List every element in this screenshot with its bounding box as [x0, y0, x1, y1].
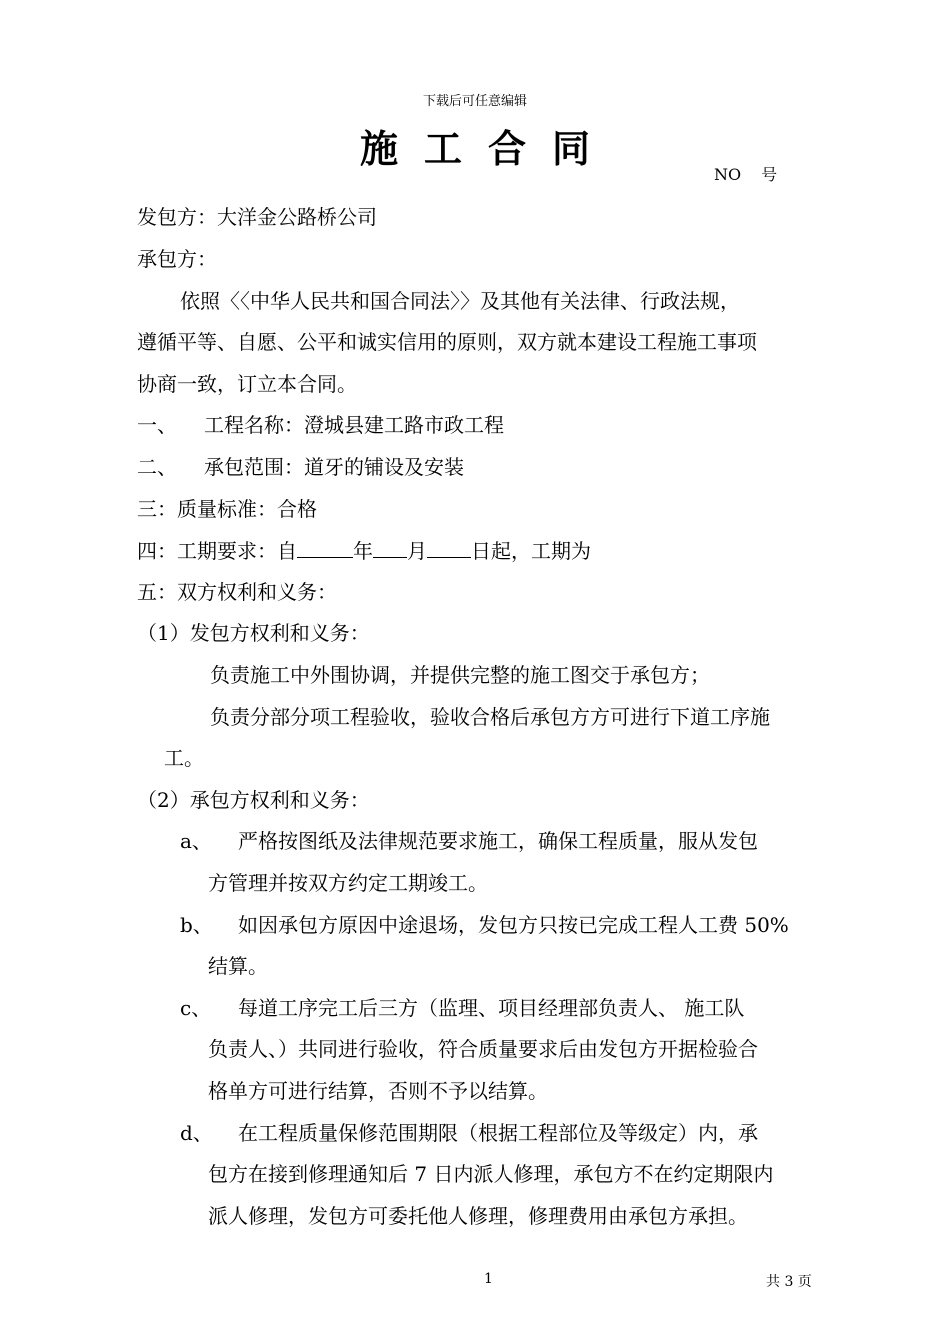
- start-month-blank: [373, 537, 407, 558]
- header-note: 下载后可任意编辑: [422, 94, 527, 109]
- clause-3: 三：质量标准：合格: [137, 497, 317, 521]
- item-c-line-3: 格单方可进行结算，否则不予以结算。: [208, 1079, 548, 1103]
- employer-duty-2-line-1: 负责分部分项工程验收，验收合格后承包方方可进行下道工序施: [210, 705, 770, 729]
- start-day-blank: [427, 537, 471, 558]
- intro-line-3: 协商一致，订立本合同。: [137, 372, 357, 396]
- page-title: 施工合同: [359, 127, 616, 171]
- item-d-label: d、: [180, 1121, 213, 1145]
- employer-line: 发包方：大洋金公路桥公司: [137, 205, 377, 229]
- page-number: 1: [484, 1271, 493, 1287]
- clause-2-num: 二、: [137, 455, 177, 479]
- intro-line-1: 依照〈〈中华人民共和国合同法〉〉及其他有关法律、行政法规，: [180, 289, 740, 313]
- clause-4-year: 年: [353, 539, 373, 563]
- number-prefix: NO: [714, 165, 742, 184]
- clause-4: [137, 537, 591, 564]
- employer-duty-1: 负责施工中外围协调，并提供完整的施工图交于承包方；: [210, 663, 710, 687]
- clause-1-num: 一、: [137, 413, 177, 437]
- item-a-line-2: 方管理并按双方约定工期竣工。: [208, 871, 488, 895]
- clause-4-month: 月: [407, 539, 427, 563]
- item-a-label: a、: [180, 829, 212, 853]
- contractor-line: 承包方：: [137, 247, 217, 271]
- clause-1-text: 工程名称：澄城县建工路市政工程: [204, 413, 504, 437]
- contractor-duties-title: （2）承包方权利和义务：: [137, 788, 370, 812]
- item-c-line-2: 负责人、）共同进行验收，符合质量要求后由发包方开据检验合: [208, 1037, 758, 1061]
- item-c-label: c、: [180, 996, 212, 1020]
- number-suffix: 号: [761, 165, 778, 184]
- clause-4-label: 四：工期要求：自: [137, 539, 297, 563]
- intro-line-2: 遵循平等、自愿、公平和诚实信用的原则，双方就本建设工程施工事项: [137, 330, 757, 354]
- item-d-line-2: 包方在接到修理通知后 7 日内派人修理，承包方不在约定期限内: [208, 1162, 774, 1186]
- clause-2-text: 承包范围：道牙的铺设及安装: [204, 455, 464, 479]
- item-b-line-2: 结算。: [208, 954, 268, 978]
- item-a-line-1: 严格按图纸及法律规范要求施工，确保工程质量，服从发包: [238, 829, 758, 853]
- item-c-line-1: 每道工序完工后三方（监理、项目经理部负责人、 施工队: [238, 996, 745, 1020]
- clause-5: 五：双方权利和义务：: [137, 580, 337, 604]
- page-total: 共 3 页: [766, 1274, 812, 1290]
- item-b-label: b、: [180, 913, 213, 937]
- start-year-blank: [297, 537, 353, 558]
- clause-4-day: 日起，工期为: [471, 539, 591, 563]
- employer-duties-title: （1）发包方权利和义务：: [137, 621, 370, 645]
- employer-duty-2-line-2: 工。: [164, 746, 204, 770]
- item-d-line-1: 在工程质量保修范围期限（根据工程部位及等级定）内，承: [238, 1121, 758, 1145]
- contract-number: [714, 162, 777, 185]
- item-b-line-1: 如因承包方原因中途退场，发包方只按已完成工程人工费 50%: [238, 913, 789, 937]
- item-d-line-3: 派人修理，发包方可委托他人修理，修理费用由承包方承担。: [208, 1204, 748, 1228]
